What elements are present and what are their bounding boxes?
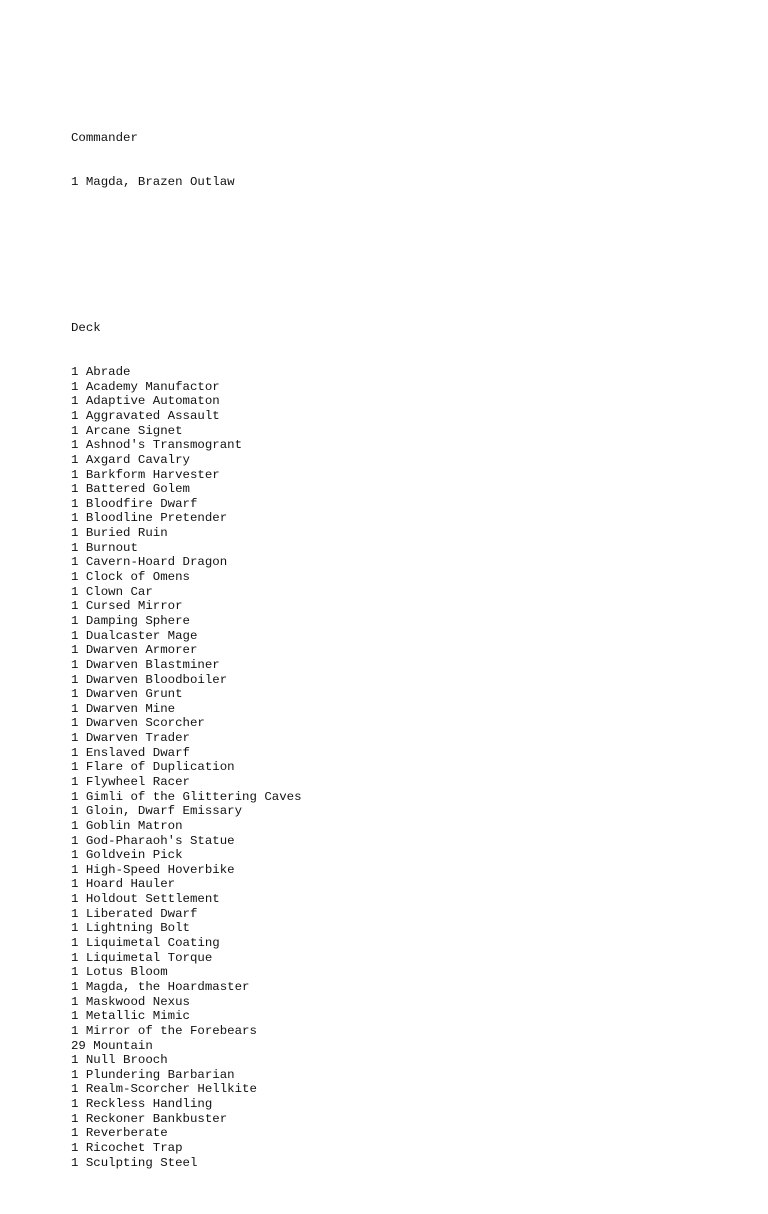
commander-card-list xyxy=(71,175,302,190)
card-line: 1 Flare of Duplication xyxy=(71,760,235,775)
card-line: 1 Ricochet Trap xyxy=(71,1141,183,1156)
section-spacer xyxy=(71,248,302,263)
card-line: 1 Reverberate xyxy=(71,1126,168,1141)
deck-section xyxy=(71,292,302,1200)
commander-heading: Commander xyxy=(71,130,138,145)
card-line: 1 Magda, the Hoardmaster xyxy=(71,979,250,994)
card-line: 1 Dwarven Trader xyxy=(71,731,190,746)
card-line: 1 Flywheel Racer xyxy=(71,775,190,789)
card-line: 1 Axgard Cavalry xyxy=(71,452,190,467)
card-line: 1 Goblin Matron xyxy=(71,818,183,833)
card-line: 1 Dwarven Scorcher xyxy=(71,716,205,731)
card-line: 1 Null Brooch xyxy=(71,1053,168,1068)
card-line: 1 Metallic Mimic xyxy=(71,1009,190,1024)
card-line: 1 Holdout Settlement xyxy=(71,892,220,907)
card-line: 1 Arcane Signet xyxy=(71,423,183,438)
card-line: 1 Adaptive Automaton xyxy=(71,394,220,409)
card-line: 1 Dwarven Grunt xyxy=(71,687,183,702)
card-line: 1 Gimli of the Glittering Caves xyxy=(71,789,302,804)
deck-heading: Deck xyxy=(71,321,101,336)
card-line: 1 Clock of Omens xyxy=(71,570,190,585)
card-line: 1 Bloodfire Dwarf xyxy=(71,496,198,511)
card-line: 1 Lotus Bloom xyxy=(71,965,168,980)
card-line: 29 Mountain xyxy=(71,1038,153,1053)
card-line: 1 Mirror of the Forebears xyxy=(71,1023,257,1038)
card-line: 1 Aggravated Assault xyxy=(71,408,220,423)
card-line: 1 Cavern-Hoard Dragon xyxy=(71,555,228,570)
card-line: 1 Liquimetal Coating xyxy=(71,936,220,951)
card-line: 1 Abrade xyxy=(71,365,131,380)
card-line: 1 Academy Manufactor xyxy=(71,379,220,394)
card-line: 1 Burnout xyxy=(71,540,138,555)
card-line: 1 Liberated Dwarf xyxy=(71,906,198,921)
card-line: 1 Cursed Mirror xyxy=(71,599,183,614)
card-line: 1 Dwarven Mine xyxy=(71,701,176,716)
card-line: 1 Dwarven Blastminer xyxy=(71,657,220,672)
card-line: 1 Plundering Barbarian xyxy=(71,1067,235,1082)
card-line: 1 Magda, Brazen Outlaw xyxy=(71,174,235,189)
card-line: 1 Hoard Hauler xyxy=(71,877,176,892)
commander-section xyxy=(71,101,302,218)
card-line: 1 Realm-Scorcher Hellkite xyxy=(71,1082,257,1097)
card-line: 1 Barkform Harvester xyxy=(71,467,220,482)
card-line: 1 Dwarven Bloodboiler xyxy=(71,672,228,687)
card-line: 1 Ashnod's Transmogrant xyxy=(71,438,243,453)
card-line: 1 Enslaved Dwarf xyxy=(71,745,190,760)
deck-card-list xyxy=(71,365,302,1170)
card-line: 1 Dualcaster Mage xyxy=(71,628,198,643)
card-line: 1 Clown Car xyxy=(71,584,153,599)
card-line: 1 Goldvein Pick xyxy=(71,848,183,863)
card-line: 1 Reckless Handling xyxy=(71,1097,213,1112)
card-line: 1 Lightning Bolt xyxy=(71,921,190,936)
card-line: 1 Buried Ruin xyxy=(71,526,168,541)
card-line: 1 Gloin, Dwarf Emissary xyxy=(71,804,243,819)
card-line: 1 Dwarven Armorer xyxy=(71,643,198,658)
card-line: 1 Reckoner Bankbuster xyxy=(71,1111,228,1126)
card-line: 1 High-Speed Hoverbike xyxy=(71,862,235,877)
card-line: 1 Sculpting Steel xyxy=(71,1155,198,1170)
card-line: 1 God-Pharaoh's Statue xyxy=(71,833,235,848)
card-line: 1 Bloodline Pretender xyxy=(71,511,228,526)
card-line: 1 Liquimetal Torque xyxy=(71,950,213,965)
card-line: 1 Damping Sphere xyxy=(71,613,190,628)
decklist-document xyxy=(71,72,302,1214)
card-line: 1 Maskwood Nexus xyxy=(71,994,190,1009)
card-line: 1 Battered Golem xyxy=(71,482,190,497)
